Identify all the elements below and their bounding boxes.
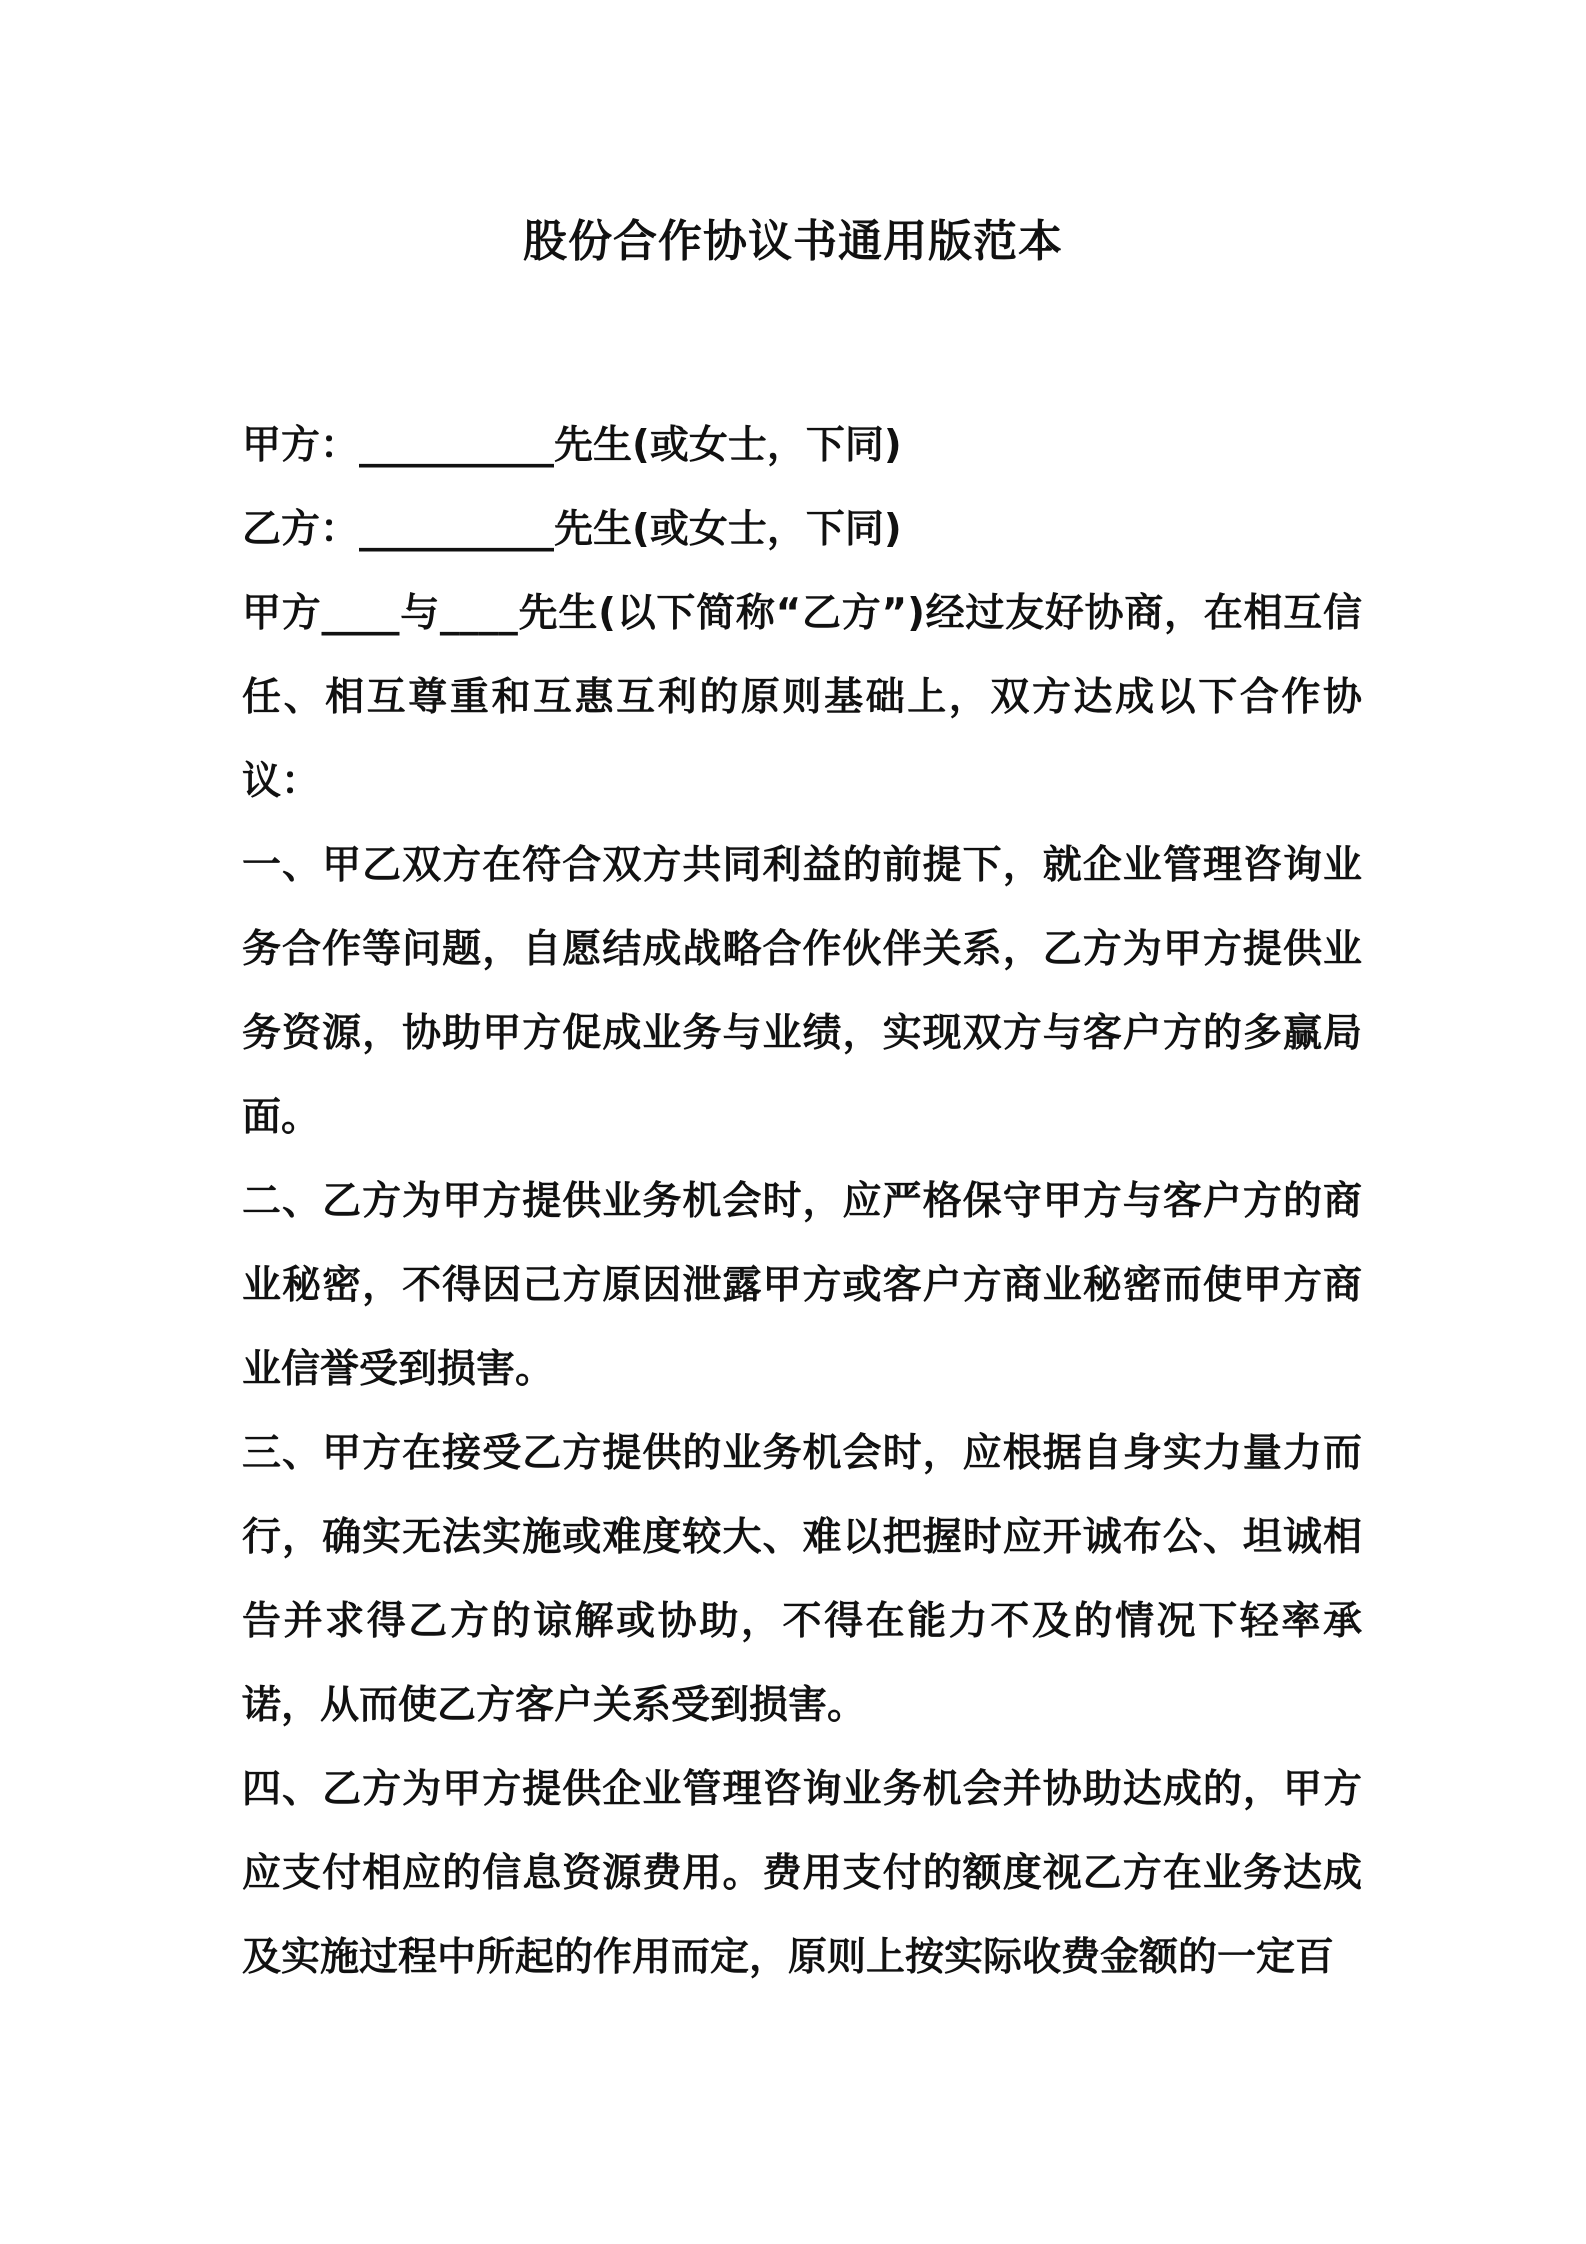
clause-1: 一、甲乙双方在符合双方共同利益的前提下，就企业管理咨询业务合作等问题，自愿结成战略合作伙伴关系，乙方为甲方提供业务资源，协助甲方促成业务与业绩，实现双方与客户方的多赢局面。 — [242, 843, 1362, 1140]
party-a-line: 甲方：__________先生(或女士，下同) — [242, 423, 902, 468]
clause-3: 三、甲方在接受乙方提供的业务机会时，应根据自身实力量力而行，确实无法实施或难度较大、难以把握时应开诚布公、坦诚相告并求得乙方的谅解或协助，不得在能力不及的情况下轻率承诺，从而使乙方客户关系受到损害。 — [242, 1431, 1362, 1728]
clause-2: 二、乙方为甲方提供业务机会时，应严格保守甲方与客户方的商业秘密，不得因己方原因泄露甲方或客户方商业秘密而使甲方商业信誉受到损害。 — [242, 1179, 1362, 1392]
preamble-paragraph: 甲方____与____先生(以下简称“乙方”)经过友好协商，在相互信任、相互尊重和互惠互利的原则基础上，双方达成以下合作协议： — [242, 591, 1362, 804]
party-b-line: 乙方：__________先生(或女士，下同) — [242, 507, 902, 552]
clause-4: 四、乙方为甲方提供企业管理咨询业务机会并协助达成的，甲方应支付相应的信息资源费用。费用支付的额度视乙方在业务达成及实施过程中所起的作用而定，原则上按实际收费金额的一定百 — [242, 1767, 1362, 1980]
document-body — [242, 404, 1362, 2000]
document-title: 股份合作协议书通用版范本 — [523, 216, 1063, 267]
